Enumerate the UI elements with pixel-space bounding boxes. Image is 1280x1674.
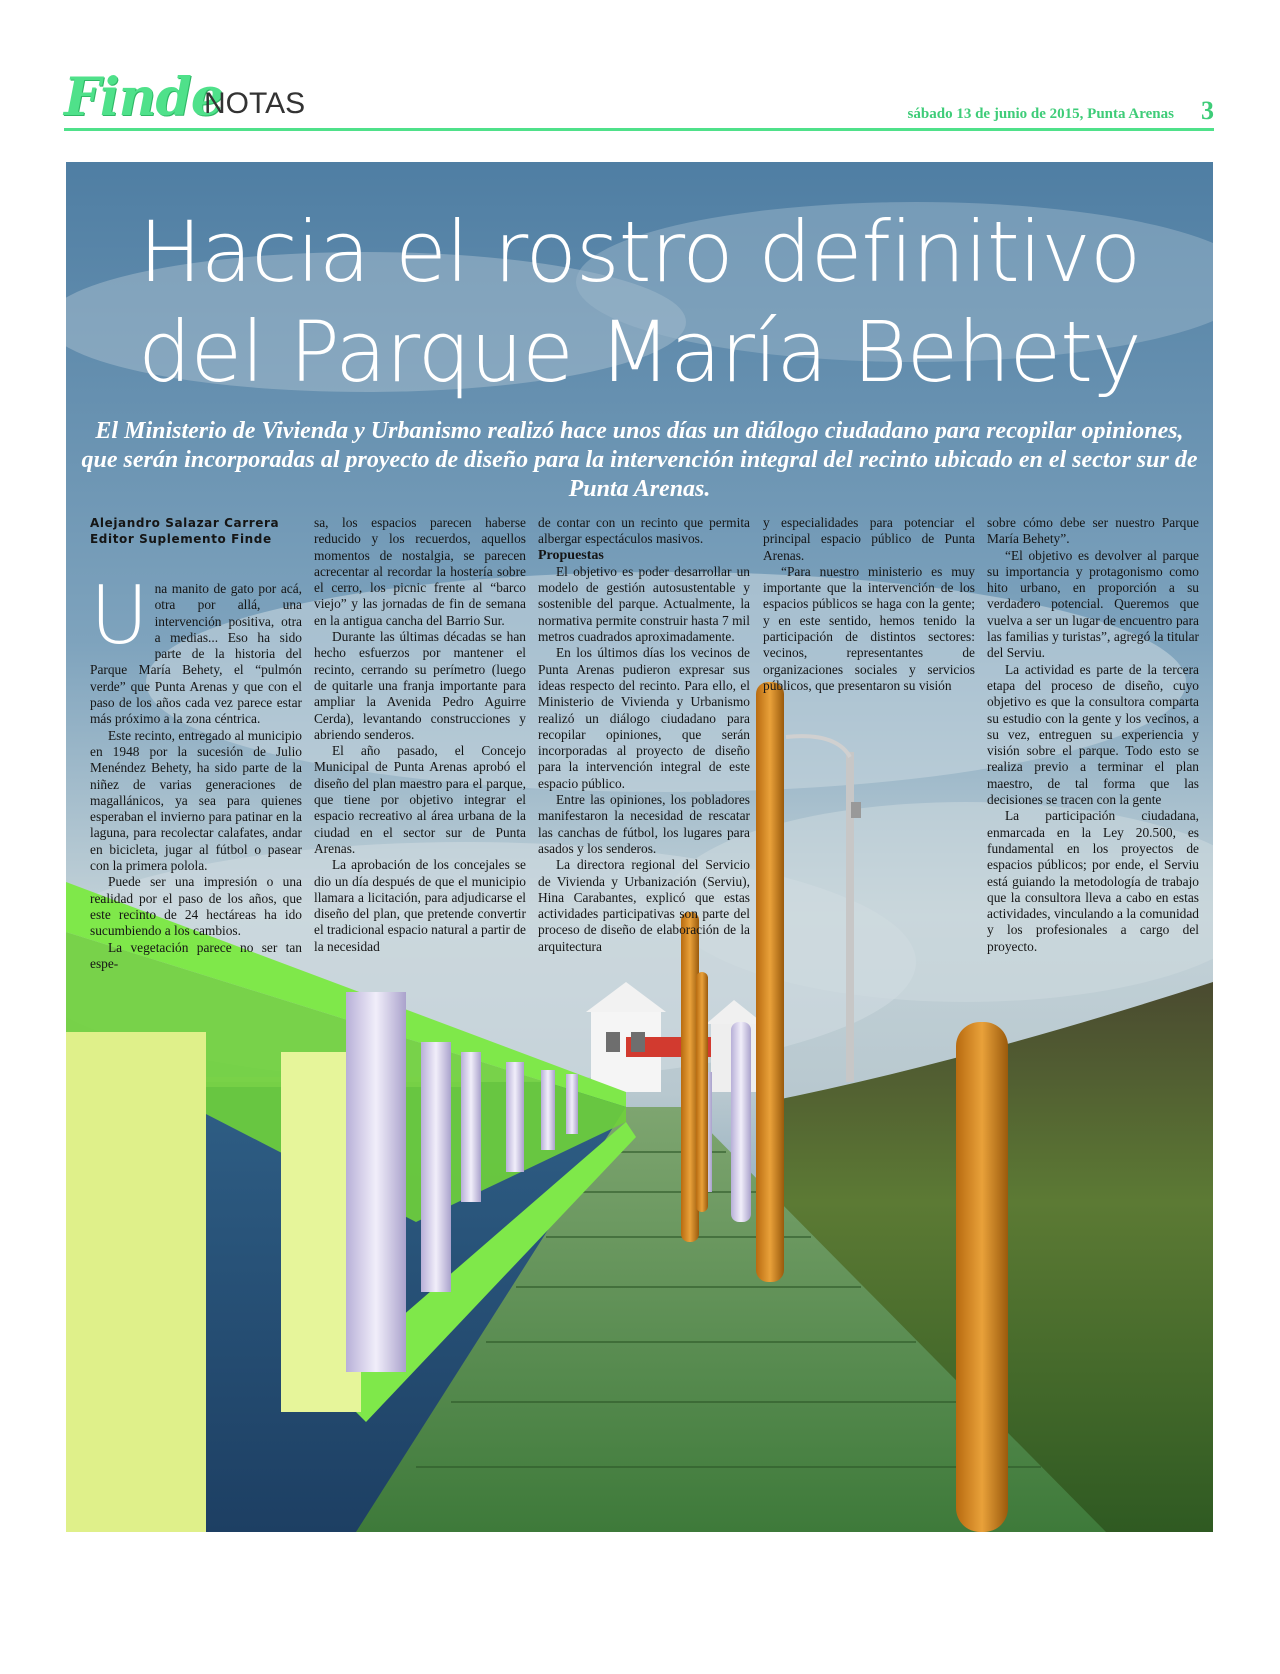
paragraph: sobre cómo debe ser nuestro Parque María Behety”. [987, 515, 1199, 547]
headline [66, 202, 1213, 402]
paragraph: sa, los espacios parecen haberse reducido y los recuerdos, aquellos momentos de nostalgia, se parecen acrecentar al recordar la hostería sobre el cerro, los picnic frente al “barco viejo” y las jornadas de fin de semana en la antigua cancha del Barrio Sur. [314, 515, 526, 628]
author-name: Alejandro Salazar Carrera [90, 516, 280, 530]
paragraph: Este recinto, entregado al municipio en 1948 por la sucesión de Julio Menéndez Behety, ha sido parte de la niñez de varias generaciones de magallánicos, ya sea para quienes esperaban el invierno para patinar en la laguna, para recolectar calafates, andar en bicicleta, jugar al fútbol o pasear con la primera polola. [90, 727, 302, 874]
paragraph: y especialidades para potenciar el principal espacio público de Punta Arenas. [763, 515, 975, 563]
paragraph: La directora regional del Servicio de Vivienda y Urbanización (Serviu), Hina Carabantes, explicó que estas actividades participativas son parte del proceso de diseño de elaboración de la arquitectura [538, 857, 750, 954]
headline-line-1: Hacia el rostro definitivo [138, 203, 1141, 301]
body-column-1 [90, 515, 302, 972]
paragraph: La aprobación de los concejales se dio un día después de que el municipio llamara a licitación, para adjudicarse el diseño del plan, que pretende convertir el tradicional espacio natural a partir de la necesidad [314, 857, 526, 954]
section-label: NOTAS [204, 87, 306, 120]
section-logo: Finde [64, 67, 223, 128]
paragraph: Entre las opiniones, los pobladores manifestaron la necesidad de rescatar las canchas de fútbol, los lugares para asados y los senderos. [538, 792, 750, 856]
page-number: 3 [1201, 96, 1214, 125]
paragraph: La participación ciudadana, enmarcada en la Ley 20.500, es fundamental en los proyectos de espacios públicos; por ende, el Serviu está guiando la metodología de trabajo que la consultora lleva a cabo en estas actividades, vinculando a la comunidad y los profesionales a cargo del proyecto. [987, 808, 1199, 954]
body-column-5 [987, 515, 1199, 955]
paragraph: “Para nuestro ministerio es muy importante que la intervención de los espacios públicos se haga con la gente; y en este sentido, hemos tenido la participación de distintos sectores: vecinos, representantes de organizaciones sociales y servicios públicos, que presentaron su visión [763, 563, 975, 693]
paragraph: de contar con un recinto que permita albergar espectáculos masivos. [538, 515, 750, 547]
dropcap: U [90, 569, 149, 662]
paragraph: En los últimos días los vecinos de Punta Arenas pudieron expresar sus ideas respecto del recinto. Para ello, el Ministerio de Vivienda y Urbanismo realizó un diálogo ciudadano para recopilar opiniones, que serán incorporadas al proyecto de diseño para la intervención integral de este espacio público. [538, 645, 750, 791]
dateline: sábado 13 de junio de 2015, Punta Arenas [907, 106, 1174, 122]
paragraph: “El objetivo es devolver al parque su importancia y protagonismo como hito urbano, en proporción a su verdadero potencial. Queremos que vuelva a ser un lugar de encuentro para las familias y turistas”, agregó la titular del Serviu. [987, 547, 1199, 661]
article-photo [66, 162, 1213, 1532]
headline-line-2: del Parque María Behety [138, 303, 1141, 401]
body-column-4 [763, 515, 975, 694]
body-column-2 [314, 515, 526, 955]
paragraph: na manito de gato por acá, otra por allá, una intervención positiva, otra a medias... Eso ha sido parte de la historia del Parque María Behety, el “pulmón verde” que Punta Arenas y que con el paso de los años cada vez parece estar más próximo a la zona céntrica. [90, 581, 302, 727]
body-column-3 [538, 515, 750, 955]
paragraph: Puede ser una impresión o una realidad por el paso de los años, que este recinto de 24 hectáreas ha ido sucumbiendo a los cambios. [90, 874, 302, 939]
paragraph: La actividad es parte de la tercera etapa del proceso de diseño, cuyo objetivo es que la consultora comparta su estudio con la gente y los vecinos, a su vez, entreguen su experiencia y visión sobre el parque. Todo esto se realiza previo a terminar el plan maestro, de tal forma que las decisiones se tracen con la gente [987, 661, 1199, 808]
byline [90, 515, 302, 547]
article-dek: El Ministerio de Vivienda y Urbanismo realizó hace unos días un diálogo ciudadano para recopilar opiniones, que serán incorporadas al proyecto de diseño para la intervención integral del recinto ubicado en el sector sur de Punta Arenas. [81, 418, 1198, 502]
page-header [64, 66, 1214, 130]
paragraph: El año pasado, el Concejo Municipal de Punta Arenas aprobó el diseño del plan maestro para el parque, que tiene por objetivo integrar el espacio recreativo al área urbana de la ciudad en el sector sur de Punta Arenas. [314, 743, 526, 856]
paragraph: Durante las últimas décadas se han hecho esfuerzos por mantener el recinto, cerrando su perímetro (luego de quitarle una franja importante para ampliar la Avenida Pedro Aguirre Cerda), levantando construcciones y abriendo senderos. [314, 629, 526, 742]
paragraph: El objetivo es poder desarrollar un modelo de gestión autosustentable y sostenible del parque. Actualmente, la normativa permite construir hasta 7 mil metros cuadrados aproximadamente. [538, 563, 750, 645]
author-role: Editor Suplemento Finde [90, 532, 272, 546]
paragraph: La vegetación parece no ser tan espe- [90, 939, 302, 971]
subhead: Propuestas [538, 547, 604, 563]
header-rule [64, 128, 1214, 131]
